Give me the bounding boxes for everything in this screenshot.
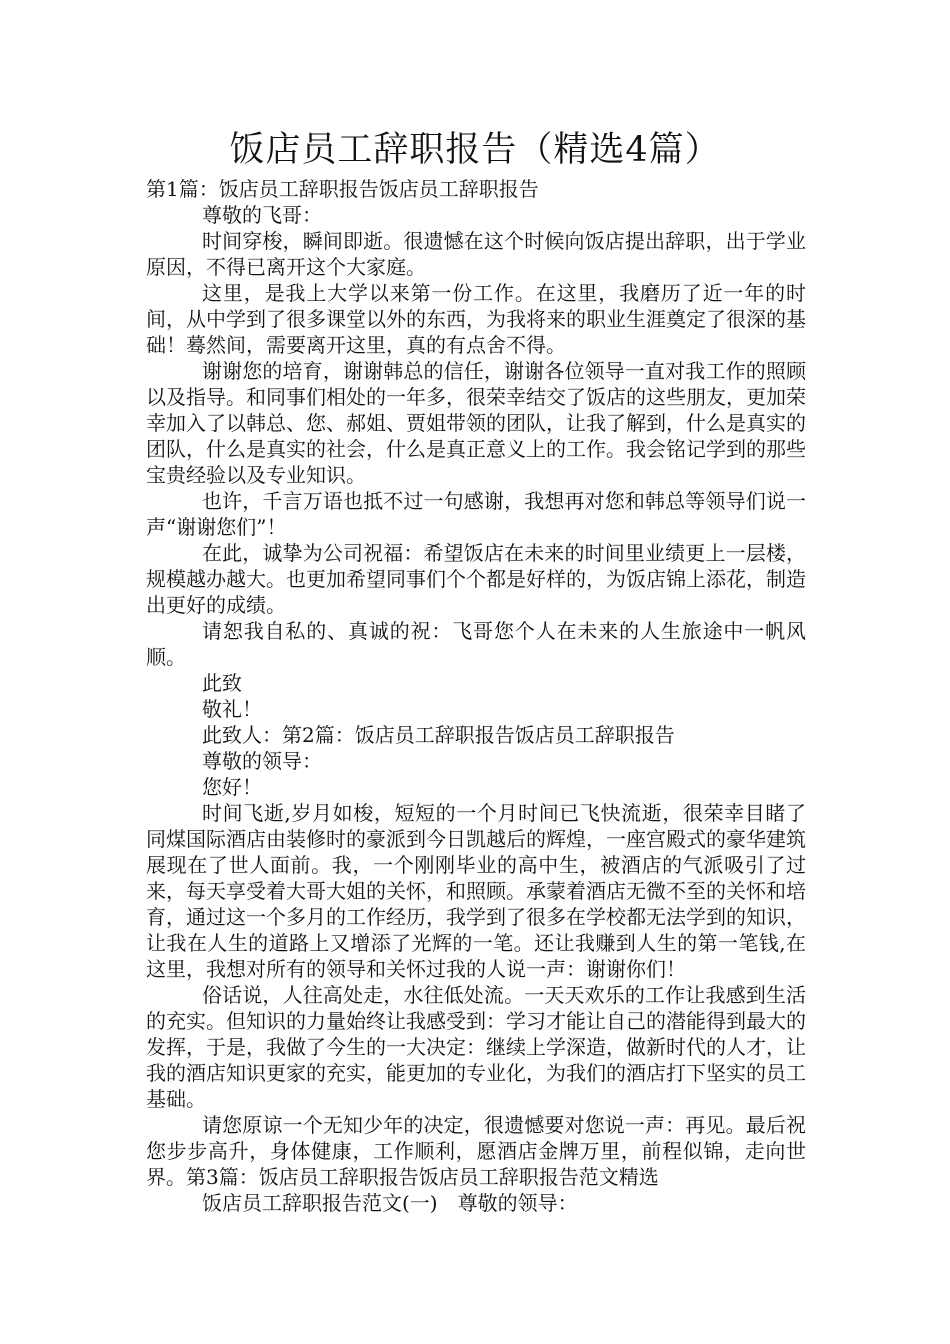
paragraph: 时间穿梭，瞬间即逝。很遗憾在这个时候向饭店提出辞职，出于学业原因，不得已离开这个大家庭。: [146, 229, 806, 279]
paragraph: 谢谢您的培育，谢谢韩总的信任，谢谢各位领导一直对我工作的照顾以及指导。和同事们相处的一年多，很荣幸结交了饭店的这些朋友，更加荣幸加入了以韩总、您、郝姐、贾姐带领的团队，让我了解到，什么是真实的团队，什么是真实的社会，什么是真正意义上的工作。我会铭记学到的那些宝贵经验以及专业知识。: [146, 359, 806, 487]
paragraph: 尊敬的领导：: [202, 749, 322, 773]
paragraph: 请恕我自私的、真诚的祝：飞哥您个人在未来的人生旅途中一帆风顺。: [146, 619, 806, 669]
paragraph: 这里，是我上大学以来第一份工作。在这里，我磨历了近一年的时间，从中学到了很多课堂以外的东西，为我将来的职业生涯奠定了很深的基础！蓦然间，需要离开这里，真的有点舍不得。: [146, 281, 806, 357]
paragraph: 第1篇：饭店员工辞职报告饭店员工辞职报告: [146, 177, 539, 201]
paragraph: 尊敬的飞哥：: [202, 203, 322, 227]
paragraph: 在此，诚挚为公司祝福：希望饭店在未来的时间里业绩更上一层楼，规模越办越大。也更加希望同事们个个都是好样的，为饭店锦上添花，制造出更好的成绩。: [146, 541, 806, 617]
paragraph: 此致人：第2篇：饭店员工辞职报告饭店员工辞职报告: [202, 723, 675, 747]
document-body: [146, 176, 806, 1216]
paragraph: 请您原谅一个无知少年的决定，很遗憾要对您说一声：再见。最后祝您步步高升，身体健康，工作顺利，愿酒店金牌万里，前程似锦，走向世界。第3篇：饭店员工辞职报告饭店员工辞职报告范文精选: [146, 1113, 806, 1189]
paragraph: 敬礼！: [202, 697, 262, 721]
paragraph: 也许，千言万语也抵不过一句感谢，我想再对您和韩总等领导们说一声“谢谢您们”！: [146, 489, 806, 539]
document-title: 饭店员工辞职报告（精选4篇）: [229, 130, 721, 170]
paragraph: 时间飞逝,岁月如梭，短短的一个月时间已飞快流逝，很荣幸目睹了同煤国际酒店由装修时的豪派到今日凯越后的辉煌，一座宫殿式的豪华建筑展现在了世人面前。我，一个刚刚毕业的高中生，被酒店的气派吸引了过来，每天享受着大哥大姐的关怀，和照顾。承蒙着酒店无微不至的关怀和培育，通过这一个多月的工作经历，我学到了很多在学校都无法学到的知识，让我在人生的道路上又增添了光辉的一笔。还让我赚到人生的第一笔钱,在这里，我想对所有的领导和关怀过我的人说一声：谢谢你们！: [146, 801, 806, 981]
paragraph: 饭店员工辞职报告范文(一) 尊敬的领导：: [202, 1191, 578, 1215]
paragraph: 俗话说，人往高处走，水往低处流。一天天欢乐的工作让我感到生活的充实。但知识的力量始终让我感受到：学习才能让自己的潜能得到最大的发挥，于是，我做了今生的一大决定：继续上学深造，做新时代的人才，让我的酒店知识更家的充实，能更加的专业化，为我们的酒店打下坚实的员工基础。: [146, 983, 806, 1111]
paragraph: 此致: [202, 671, 242, 695]
paragraph: 您好！: [202, 775, 262, 799]
